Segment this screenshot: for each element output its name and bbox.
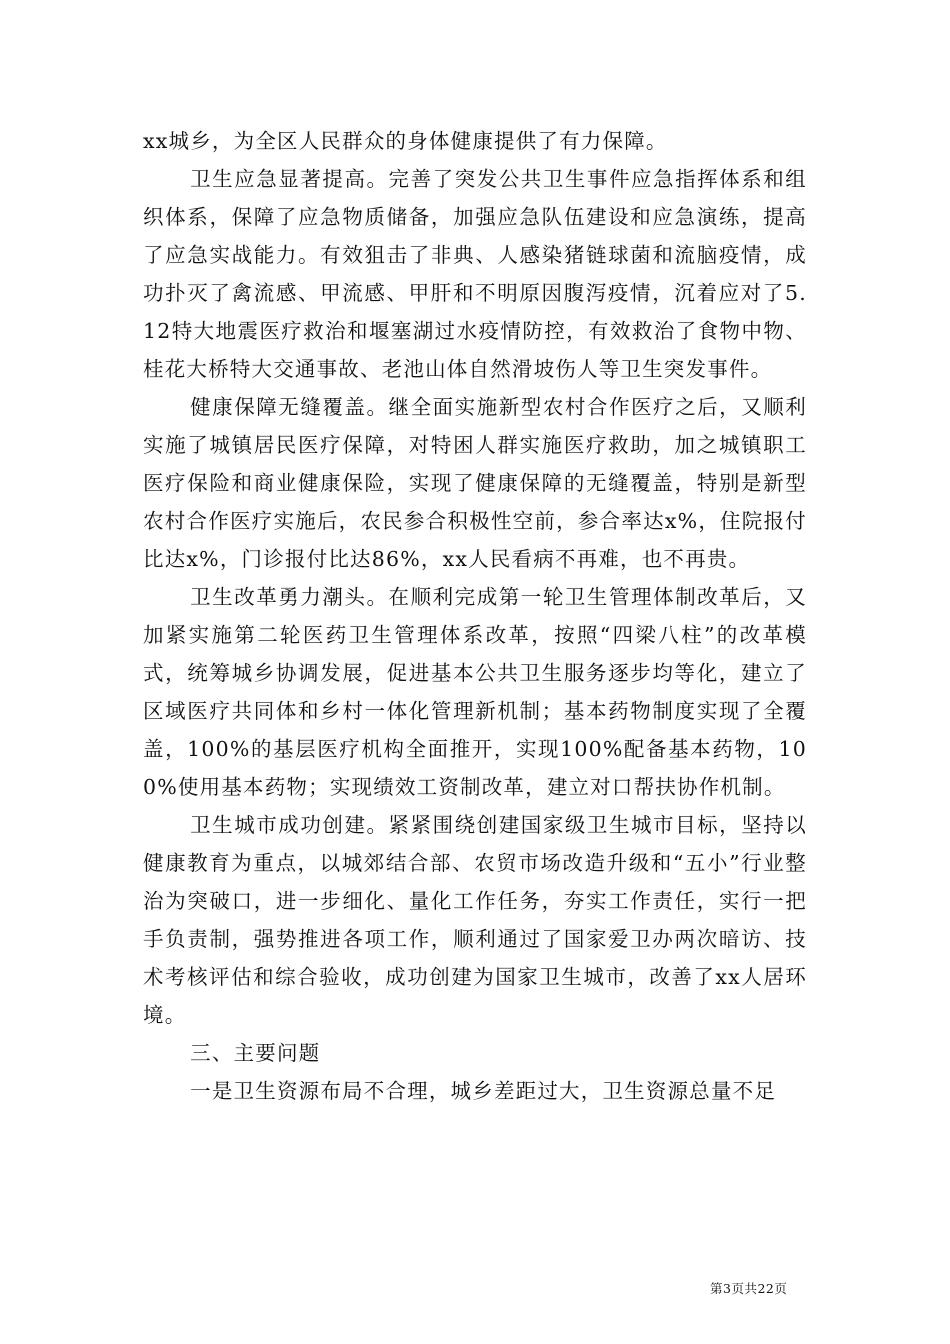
page-number-footer: 第3页共22页 [710,1281,788,1296]
paragraph-main-problems: 一是卫生资源布局不合理，城乡差距过大，卫生资源总量不足 [190,1079,777,1103]
paragraph-emergency-response: 卫生应急显著提高。完善了突发公共卫生事件应急指挥体系和组织体系，保障了应急物质储备，加强应急队伍建设和应急演练，提高了应急实战能力。有效狙击了非典、人感染猪链球菌和流脑疫情，成功扑灭了禽流感、甲流感、甲肝和不明原因腹泻疫情，沉着应对了5.12特大地震医疗救治和堰塞湖过水疫情防控，有效救治了食物中物、桂花大桥特大交通事故、老池山体自然滑坡伤人等卫生突发事件。 [143,167,807,381]
paragraph-continuation: xx城乡，为全区人民群众的身体健康提供了有力保障。 [143,129,668,153]
paragraph-health-coverage: 健康保障无缝覆盖。继全面实施新型农村合作医疗之后，又顺利实施了城镇居民医疗保障，对特困人群实施医疗救助，加之城镇职工医疗保险和商业健康保险，实现了健康保障的无缝覆盖，特别是新型农村合作医疗实施后，农民参合积极性空前，参合率达x%，住院报付比达x%，门诊报付比达86%，xx人民看病不再难，也不再贵。 [143,395,807,571]
paragraph-health-reform: 卫生改革勇力潮头。在顺利完成第一轮卫生管理体制改革后，又加紧实施第二轮医药卫生管理体系改革，按照“四梁八柱”的改革模式，统筹城乡协调发展，促进基本公共卫生服务逐步均等化，建立了区域医疗共同体和乡村一体化管理新机制；基本药物制度实现了全覆盖，100%的基层医疗机构全面推开，实现100%配备基本药物，100%使用基本药物；实现绩效工资制改革，建立对口帮扶协作机制。 [143,585,807,799]
document-body [143,122,807,1110]
section-heading: 三、主要问题 [190,1041,321,1065]
paragraph-sanitary-city: 卫生城市成功创建。紧紧围绕创建国家级卫生城市目标，坚持以健康教育为重点，以城郊结合部、农贸市场改造升级和“五小”行业整治为突破口，进一步细化、量化工作任务，夯实工作责任，实行一把手负责制，强势推进各项工作，顺利通过了国家爱卫办两次暗访、技术考核评估和综合验收，成功创建为国家卫生城市，改善了xx人居环境。 [143,813,807,1027]
